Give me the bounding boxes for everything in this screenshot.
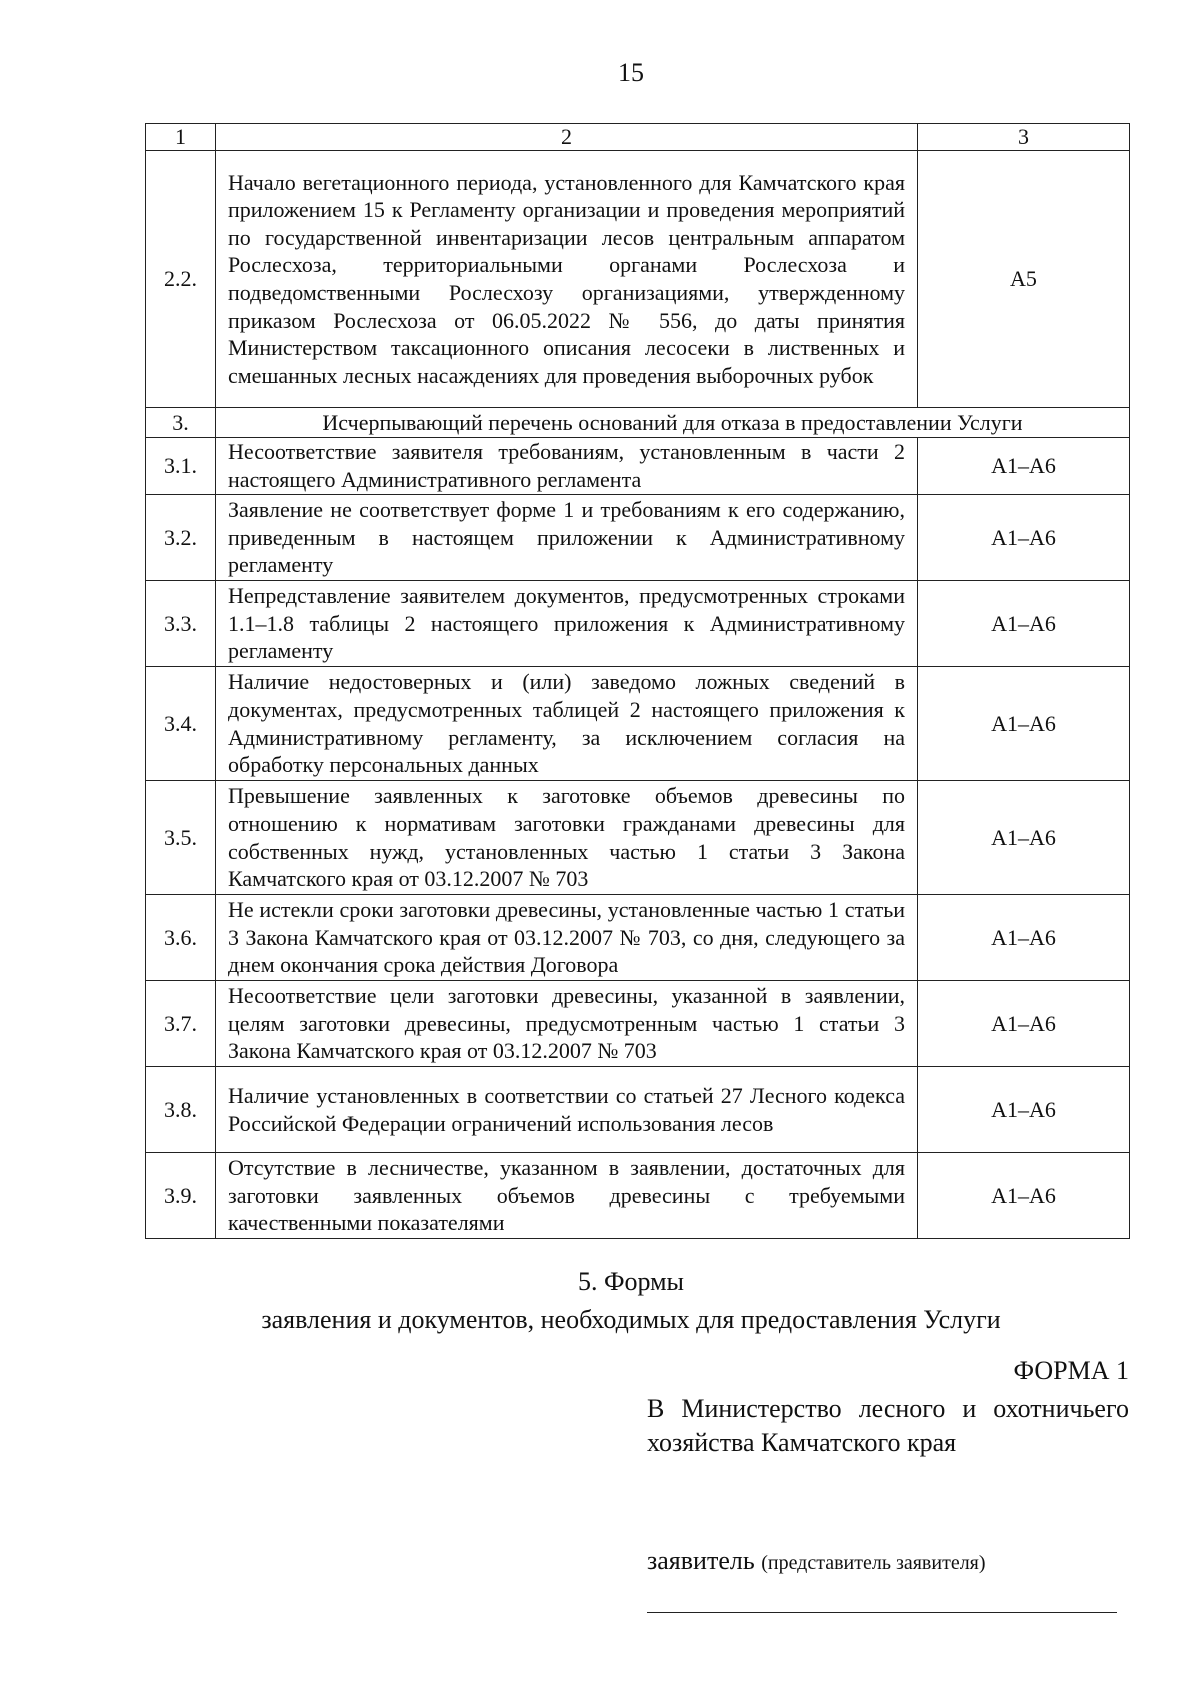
row-code: А1–А6 [918, 1153, 1130, 1239]
row-code: А1–А6 [918, 667, 1130, 781]
row-code: А1–А6 [918, 1067, 1130, 1153]
section-heading-title: заявления и документов, необходимых для предоставления Услуги [261, 1305, 1001, 1334]
column-header: 1 [146, 124, 216, 151]
table-row [146, 1067, 1130, 1153]
row-text: Несоответствие заявителя требованиям, установленным в части 2 настоящего Административного регламента [216, 438, 918, 495]
row-number: 3.7. [146, 981, 216, 1067]
applicant-note: (представитель заявителя) [761, 1552, 986, 1574]
row-number: 3.8. [146, 1067, 216, 1153]
refusal-grounds-table [145, 123, 1130, 1239]
row-text: Отсутствие в лесничестве, указанном в заявлении, достаточных для заготовки заявленных объемов древесины с требуемыми качественными показателями [216, 1153, 918, 1239]
row-number: 2.2. [146, 151, 216, 408]
row-number: 3.9. [146, 1153, 216, 1239]
row-text: Не истекли сроки заготовки древесины, установленные частью 1 статьи 3 Закона Камчатского края от 03.12.2007 № 703, со дня, следующего за днем окончания срока действия Договора [216, 895, 918, 981]
table-row [146, 895, 1130, 981]
row-code: А1–А6 [918, 581, 1130, 667]
row-code: А5 [918, 151, 1130, 408]
row-text: Начало вегетационного периода, установленного для Камчатского края приложением 15 к Регламенту организации и проведения мероприятий по государственной инвентаризации лесов центральным аппаратом Рослесхоза, территориальными органами Рослесхоза и подведомственными Рослесхозу организациями, утвержденному приказом Рослесхоза от 06.05.2022 № 556, до даты принятия Министерством таксационного описания лесосеки в лиственных и смешанных лесных насаждениях для проведения выборочных рубок [216, 151, 918, 408]
table-header-row [146, 124, 1130, 151]
row-number: 3.4. [146, 667, 216, 781]
row-text: Непредставление заявителем документов, предусмотренных строками 1.1–1.8 таблицы 2 настоящего приложения к Административному регламенту [216, 581, 918, 667]
row-number: 3.6. [146, 895, 216, 981]
section-heading-number: 5. Формы [577, 1267, 685, 1296]
row-code: А1–А6 [918, 781, 1130, 895]
table-row [146, 438, 1130, 495]
row-text: Заявление не соответствует форме 1 и требованиям к его содержанию, приведенным в настоящем приложении к Административному регламенту [216, 495, 918, 581]
row-code: А1–А6 [918, 981, 1130, 1067]
section-row [146, 408, 1130, 438]
row-number: 3.2. [146, 495, 216, 581]
page-number: 15 [618, 58, 644, 87]
row-text: Наличие недостоверных и (или) заведомо ложных сведений в документах, предусмотренных таблицей 2 настоящего приложения к Административному регламенту, за исключением согласия на обработку персональных данных [216, 667, 918, 781]
row-text: Несоответствие цели заготовки древесины, указанной в заявлении, целям заготовки древесины, предусмотренным частью 1 статьи 3 Закона Камчатского края от 03.12.2007 № 703 [216, 981, 918, 1067]
table-row [146, 495, 1130, 581]
row-number: 3.3. [146, 581, 216, 667]
table-row [146, 581, 1130, 667]
row-code: А1–А6 [918, 895, 1130, 981]
table-row [146, 981, 1130, 1067]
addressee-block: В Министерство лесного и охотничьего хозяйства Камчатского края [647, 1394, 1129, 1457]
section-title: Исчерпывающий перечень оснований для отказа в предоставлении Услуги [216, 408, 1130, 438]
applicant-label: заявитель [647, 1546, 755, 1575]
table-row [146, 781, 1130, 895]
applicant-signature-line [647, 1612, 1117, 1613]
row-text: Наличие установленных в соответствии со статьей 27 Лесного кодекса Российской Федерации ограничений использования лесов [216, 1067, 918, 1153]
row-text: Превышение заявленных к заготовке объемов древесины по отношению к нормативам заготовки гражданами древесины для собственных нужд, установленных частью 1 статьи 3 Закона Камчатского края от 03.12.2007 № 703 [216, 781, 918, 895]
form-label: ФОРМА 1 [1013, 1356, 1129, 1385]
column-header: 2 [216, 124, 918, 151]
table-row [146, 667, 1130, 781]
table-row [146, 1153, 1130, 1239]
applicant-caption [647, 1546, 986, 1576]
row-code: А1–А6 [918, 495, 1130, 581]
section-number: 3. [146, 408, 216, 438]
column-header: 3 [918, 124, 1130, 151]
row-code: А1–А6 [918, 438, 1130, 495]
table-row [146, 151, 1130, 408]
row-number: 3.1. [146, 438, 216, 495]
row-number: 3.5. [146, 781, 216, 895]
